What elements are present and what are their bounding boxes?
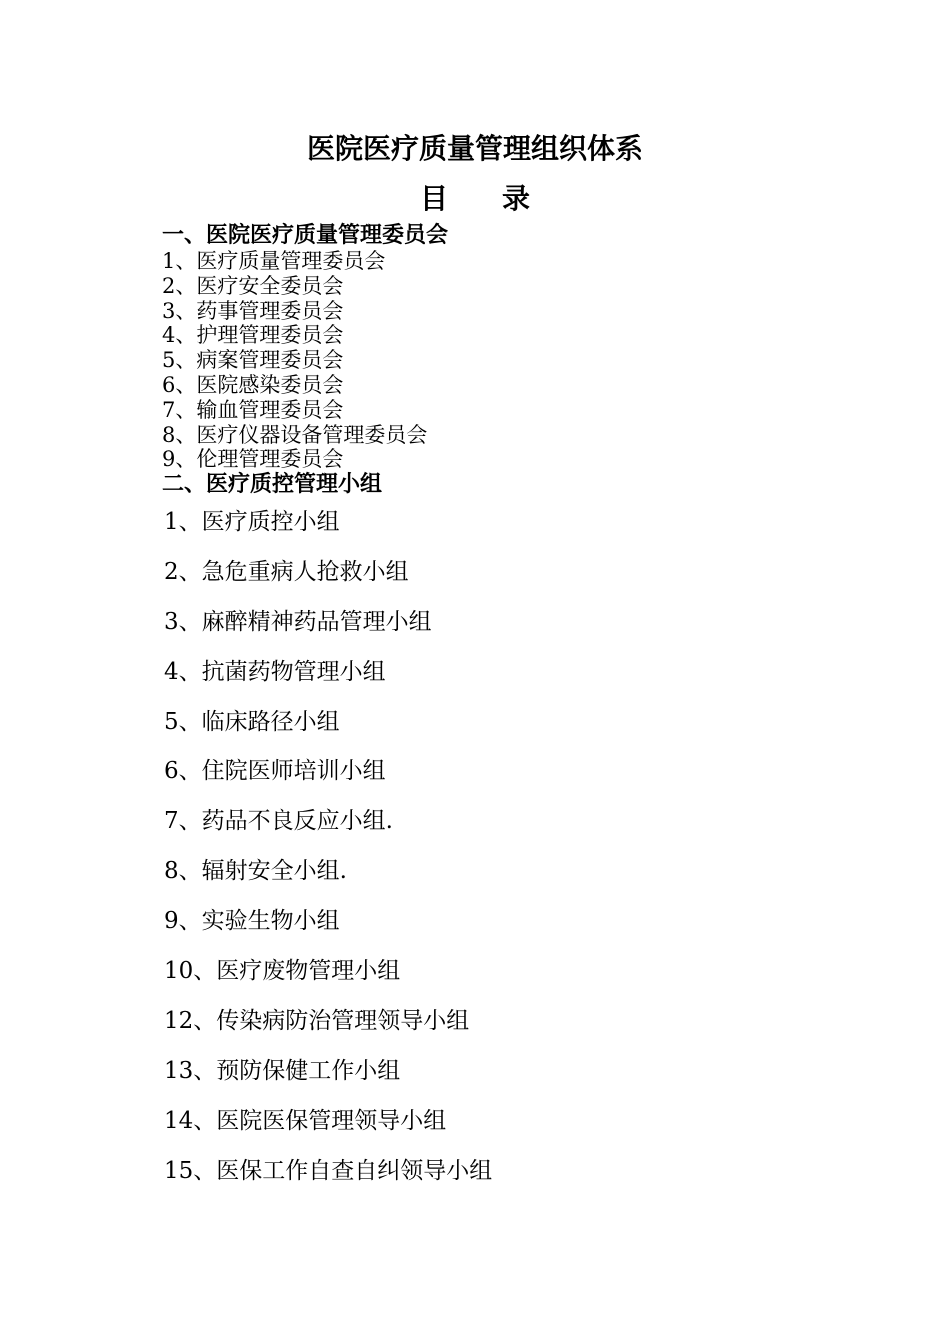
document-title: 医院医疗质量管理组织体系 [306, 132, 643, 165]
list-item: 8、医疗仪器设备管理委员会 [162, 422, 428, 447]
list-item: 2、急危重病人抢救小组 [164, 558, 409, 585]
list-item: 9、实验生物小组 [164, 908, 340, 935]
list-item: 15、医保工作自查自纠领导小组 [164, 1157, 493, 1184]
list-item: 9、伦理管理委员会 [162, 447, 344, 472]
list-item: 8、辐射安全小组. [164, 858, 347, 885]
section-2-title: 二、医疗质控管理小组 [162, 472, 383, 497]
list-item: 6、医院感染委员会 [162, 372, 344, 397]
list-item: 1、医疗质控小组 [164, 509, 340, 535]
toc-heading-left: 目 [419, 182, 448, 215]
toc-heading-right: 录 [502, 182, 531, 215]
list-item: 7、药品不良反应小组. [164, 808, 393, 835]
list-item: 7、输血管理委员会 [162, 397, 344, 422]
list-item: 3、药事管理委员会 [162, 298, 344, 323]
list-item: 5、病案管理委员会 [162, 348, 344, 373]
list-item: 5、临床路径小组 [164, 708, 340, 735]
list-item: 14、医院医保管理领导小组 [164, 1107, 447, 1134]
section-1-title: 一、医院医疗质量管理委员会 [162, 223, 449, 248]
list-item: 10、医疗废物管理小组 [164, 958, 401, 985]
list-item: 6、住院医师培训小组 [164, 758, 386, 785]
list-item: 12、传染病防治管理领导小组 [164, 1007, 470, 1034]
list-item: 4、抗菌药物管理小组 [164, 658, 386, 685]
toc-heading [0, 181, 950, 217]
list-item: 13、预防保健工作小组 [164, 1057, 401, 1084]
section-1-list [162, 249, 427, 472]
list-item: 4、护理管理委员会 [162, 323, 344, 348]
list-item: 1、医疗质量管理委员会 [162, 249, 386, 273]
list-item: 3、麻醉精神药品管理小组 [164, 608, 432, 635]
list-item: 2、医疗安全委员会 [162, 273, 344, 298]
section-2-list [164, 507, 492, 1205]
